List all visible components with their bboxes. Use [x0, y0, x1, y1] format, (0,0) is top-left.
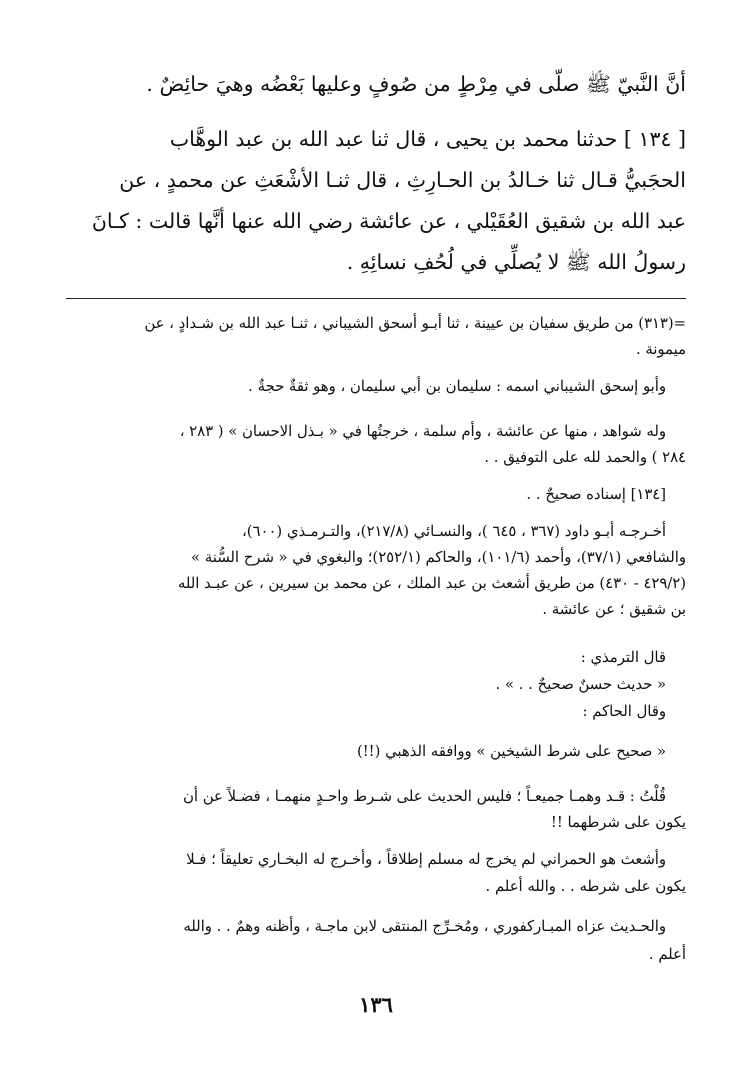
- footnote-line: والحـديث عزاه المبـاركفوري ، ومُخـرِّج المنتقى لابن ماجـة ، وأظنه وهمٌ . . والله: [183, 918, 666, 935]
- footnote-line: « صحيح على شرط الشيخين » ووافقه الذهبي (!!): [356, 743, 666, 760]
- footnote-line: (٤٢٩/٢ - ٤٣٠) من طريق أشعث بن عبد الملك ، عن محمد بن سيرين ، عن عبـد الله: [177, 575, 686, 592]
- footnote-line: بن شقيق ؛ عن عائشة .: [542, 601, 686, 618]
- hadith-134-line: الحجَبيُّ قـال ثنا خـالدُ بن الحـارِثِ ، قال ثنـا الأشْعَثِ عن محمدٍ ، عن: [119, 168, 686, 192]
- footnote-line: وقال الحاكم :: [582, 703, 666, 720]
- footnote-line: =(٣١٣) من طريق سفيان بن عيينة ، ثنا أبـو أسحق الشيباني ، ثنـا عبد الله بن شـدادٍ ، عن: [144, 315, 686, 332]
- hadith-134-line: عبد الله بن شقيق العُقَيْلي ، عن عائشة رضي الله عنها أنَّها قالت : كـانَ: [91, 209, 686, 233]
- footnote-line: يكون على شرطهما !!: [550, 814, 686, 831]
- footnote-line: وأشعث هو الحمراني لم يخرج له مسلم إطلاقاً ، وأخـرج له البخـاري تعليقاً ؛ فـلا: [186, 851, 666, 868]
- footnote-line: وله شواهد ، منها عن عائشة ، وأم سلمة ، خرجتُها في « بـذل الاحسان » ( ٢٨٣ ،: [179, 423, 666, 440]
- footnote-line: يكون على شرطه . . والله أعلم .: [485, 878, 686, 895]
- hadith-134-line: [ ١٣٤ ] حدثنا محمد بن يحيى ، قال ثنا عبد الله بن عبد الوهَّاب: [169, 127, 686, 151]
- footnote-line: وأبو إسحق الشيباني اسمه : سليمان بن أبي سليمان ، وهو ثقةٌ حجةٌ .: [248, 378, 666, 395]
- footnote-line: [١٣٤] إسناده صحيحٌ . .: [526, 486, 666, 503]
- footnote-line: أعلم .: [648, 946, 686, 963]
- footnote-line: ٢٨٤ ) والحمد لله على التوفيق . .: [484, 449, 686, 466]
- main-text-line: أنَّ النَّبيّ ﷺ صلّى في مِرْطٍ من صُوفٍ وعليها بَعْضُه وهيَ حائِضٌ .: [146, 72, 686, 96]
- page-number: ١٣٦: [359, 992, 393, 1017]
- footnote-line: أخـرجـه أبـو داود (٣٦٧ ، ٦٤٥ )، والنسـائي (٢١٧/٨)، والتـرمـذي (٦٠٠)،: [241, 523, 666, 540]
- hadith-134-line: رسولُ الله ﷺ لا يُصلِّي في لُحُفِ نسائِهِ .: [346, 250, 686, 274]
- footnote-line: قُلْتُ : قـد وهمـا جميعـاً ؛ فليس الحديث على شـرط واحـدٍ منهمـا ، فضـلاً عن أن: [183, 788, 666, 805]
- footnote-line: قال الترمذي :: [580, 649, 666, 666]
- footnote-line: ميمونة .: [635, 341, 686, 358]
- footnote-separator: [66, 298, 686, 299]
- footnote-line: والشافعي (٣٧/١)، وأحمد (١٠١/٦)، والحاكم (٢٥٢/١)؛ والبغوي في « شرح السُّنة »: [191, 549, 686, 566]
- footnote-line: « حديث حسنٌ صحيحٌ . . » .: [495, 676, 666, 693]
